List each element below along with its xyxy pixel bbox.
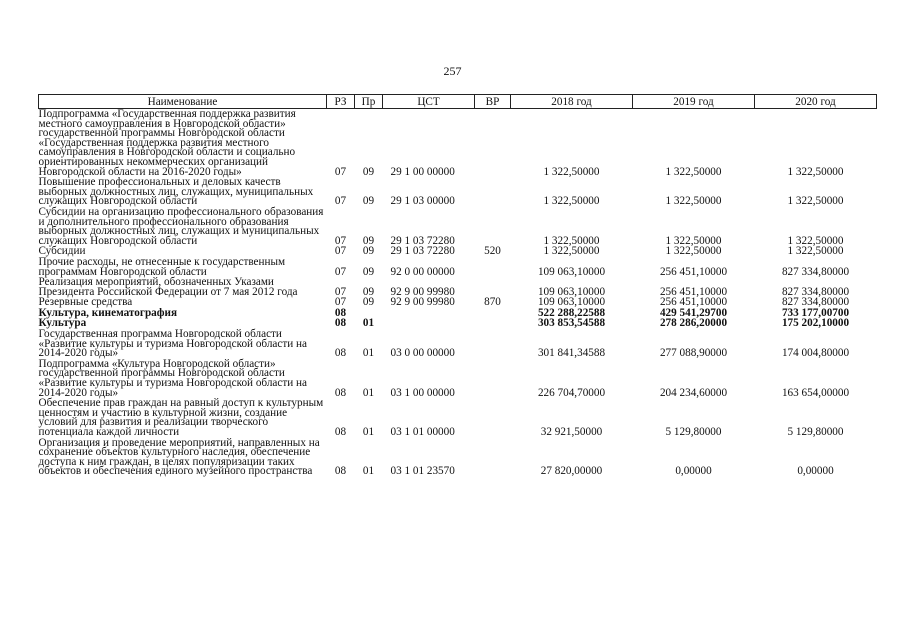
row-2019: 5 129,80000: [665, 426, 722, 438]
row-2020: 1 322,50000: [787, 245, 844, 258]
table-row: [39, 257, 877, 277]
row-name: Подпрограмма «Культура Новгородской области» государственной программы Новгородской области «Развитие культуры и туризма Новгородской области на 2014-2020 годы»: [38, 357, 307, 399]
row-2018: 301 841,34588: [537, 347, 606, 360]
row-vr: [475, 318, 511, 329]
header-2018: 2018 год: [511, 95, 633, 109]
row-pr: 01: [362, 426, 375, 438]
row-rz: 07: [334, 296, 347, 309]
table-header-row: [39, 95, 877, 109]
row-vr: [475, 308, 511, 319]
row-2020: 827 334,80000: [781, 285, 850, 298]
row-name: Организация и проведение мероприятий, направленных на сохранение объектов культурного наследия, обеспечение доступа к ним граждан, в целях популяризации таких объектов и обеспечения единого музейного пространства: [38, 436, 320, 478]
header-rz: РЗ: [327, 95, 355, 109]
row-rz: 07: [334, 195, 347, 208]
table-row: [39, 308, 877, 319]
row-vr: [475, 109, 511, 178]
table-row: [39, 277, 877, 297]
header-2020: 2020 год: [755, 95, 877, 109]
row-name: Прочие расходы, не отнесенные к государственным программам Новгородской области: [38, 255, 286, 278]
row-vr: [475, 257, 511, 277]
row-pr: 01: [362, 347, 375, 360]
row-vr: 520: [484, 245, 501, 258]
row-rz: 07: [334, 165, 347, 178]
row-vr: [475, 438, 511, 477]
row-2018: 32 921,50000: [540, 426, 603, 438]
row-name: Государственная программа Новгородской области «Развитие культуры и туризма Новгородской области на 2014-2020 годы»: [38, 328, 307, 360]
row-pr: 09: [362, 245, 375, 258]
row-vr: [475, 329, 511, 359]
header-vr: ВР: [475, 95, 511, 109]
table-body: [39, 109, 877, 477]
row-2019: 0,00000: [675, 465, 712, 478]
table-row: [39, 398, 877, 437]
row-cst: 03 1 01 23570: [390, 465, 455, 478]
table-row: [39, 109, 877, 178]
row-pr: 09: [362, 285, 375, 298]
row-rz: 07: [334, 285, 347, 298]
row-2019: 1 322,50000: [665, 234, 722, 247]
row-cst: 03 1 01 00000: [390, 426, 455, 438]
row-2020: 827 334,80000: [781, 265, 850, 278]
row-name: Культура: [38, 317, 87, 330]
row-2019: 1 322,50000: [665, 165, 722, 178]
row-rz: 08: [334, 317, 347, 330]
row-vr: [475, 177, 511, 207]
row-cst: 29 1 00 00000: [390, 165, 455, 178]
row-name: Подпрограмма «Государственная поддержка развития местного самоуправления в Новгородской области» государственной программы Новгородской области «Государственная поддержка развития местного самоуправления в Новгородской области и социально ориентированных некоммерческих организаций Новгородской области на 2016-2020 годы»: [38, 108, 296, 178]
row-cst: 92 0 00 00000: [390, 265, 455, 278]
row-vr: 870: [484, 296, 501, 309]
table-row: [39, 207, 877, 246]
row-name: Обеспечение прав граждан на равный доступ к культурным ценностям и участию в культурной жизни, создание условий для развития и реализации творческого потенциала каждой личности: [38, 397, 324, 438]
row-2020: 0,00000: [797, 465, 834, 478]
table-row: [39, 359, 877, 398]
row-2020: 1 322,50000: [787, 234, 844, 247]
row-2019: 256 451,10000: [659, 296, 728, 309]
row-2019: 278 286,20000: [659, 317, 728, 330]
row-pr: 09: [362, 165, 375, 178]
row-pr: 01: [362, 465, 375, 478]
row-name: Повышение профессиональных и деловых качеств выборных должностных лиц, служащих, муниципальных служащих Новгородской области: [38, 176, 314, 208]
row-cst: 92 9 00 99980: [390, 296, 455, 309]
row-2018: 522 288,22588: [537, 306, 606, 319]
row-rz: 08: [334, 426, 347, 438]
row-cst: 92 9 00 99980: [390, 285, 455, 298]
row-cst: 29 1 03 72280: [390, 234, 455, 247]
row-2020: 733 177,00700: [781, 306, 850, 319]
row-name: Резервные средства: [38, 296, 133, 309]
row-2018: 109 063,10000: [537, 265, 606, 278]
row-pr: 01: [362, 386, 375, 399]
row-rz: 08: [334, 386, 347, 399]
row-2018: 1 322,50000: [543, 245, 600, 258]
row-vr: [475, 277, 511, 297]
row-2019: 1 322,50000: [665, 245, 722, 258]
row-rz: 08: [334, 347, 347, 360]
row-name: Субсидии на организацию профессионального образования и дополнительного профессионального образования выборных должностных лиц, служащих и муниципальных служащих Новгородской области: [38, 205, 324, 247]
row-vr: [475, 398, 511, 437]
row-cst: 03 0 00 00000: [390, 347, 455, 360]
header-pr: Пр: [355, 95, 383, 109]
row-2018: 1 322,50000: [543, 234, 600, 247]
header-name: Наименование: [39, 95, 327, 109]
row-2020: 1 322,50000: [787, 165, 844, 178]
row-2019: 1 322,50000: [665, 195, 722, 208]
row-rz: 08: [334, 306, 347, 319]
row-2020: 174 004,80000: [781, 347, 850, 360]
row-pr: 01: [362, 317, 375, 330]
row-2020: 163 654,00000: [781, 386, 850, 399]
row-2020: 1 322,50000: [787, 195, 844, 208]
row-2019: 277 088,90000: [659, 347, 728, 360]
row-vr: [475, 359, 511, 398]
row-pr: 09: [362, 265, 375, 278]
row-cst: 29 1 03 00000: [390, 195, 455, 208]
row-2018: 27 820,00000: [540, 465, 603, 478]
row-rz: 08: [334, 465, 347, 478]
row-rz: 07: [334, 245, 347, 258]
table-row: [39, 329, 877, 359]
row-vr: [475, 207, 511, 246]
page-number: 257: [443, 64, 462, 78]
row-pr: 09: [362, 296, 375, 309]
row-2018: 109 063,10000: [537, 285, 606, 298]
row-cst: [383, 308, 475, 319]
table-row: [39, 177, 877, 207]
row-2018: 1 322,50000: [543, 165, 600, 178]
budget-table: [38, 94, 877, 477]
row-cst: 03 1 00 00000: [390, 386, 455, 399]
row-2020: 175 202,10000: [781, 317, 850, 330]
row-2018: 303 853,54588: [537, 317, 606, 330]
row-2018: 109 063,10000: [537, 296, 606, 309]
row-2019: 256 451,10000: [659, 265, 728, 278]
row-name: Культура, кинематография: [38, 306, 177, 319]
row-cst: 29 1 03 72280: [390, 245, 455, 258]
row-pr: 09: [362, 195, 375, 208]
table-row: [39, 438, 877, 477]
row-name: Реализация мероприятий, обозначенных Указами Президента Российской Федерации от 7 мая 2012 года: [38, 276, 298, 298]
row-2019: 256 451,10000: [659, 285, 728, 298]
header-2019: 2019 год: [633, 95, 755, 109]
header-cst: ЦСТ: [383, 95, 475, 109]
row-2020: 5 129,80000: [787, 426, 844, 438]
row-2019: 429 541,29700: [659, 306, 728, 319]
row-2018: 1 322,50000: [543, 195, 600, 208]
row-rz: 07: [334, 234, 347, 247]
row-pr: 09: [362, 234, 375, 247]
row-2018: 226 704,70000: [537, 386, 606, 399]
row-2020: 827 334,80000: [781, 296, 850, 309]
row-name: Субсидии: [38, 245, 86, 258]
row-2019: 204 234,60000: [659, 386, 728, 399]
row-rz: 07: [334, 265, 347, 278]
row-cst: [383, 318, 475, 329]
